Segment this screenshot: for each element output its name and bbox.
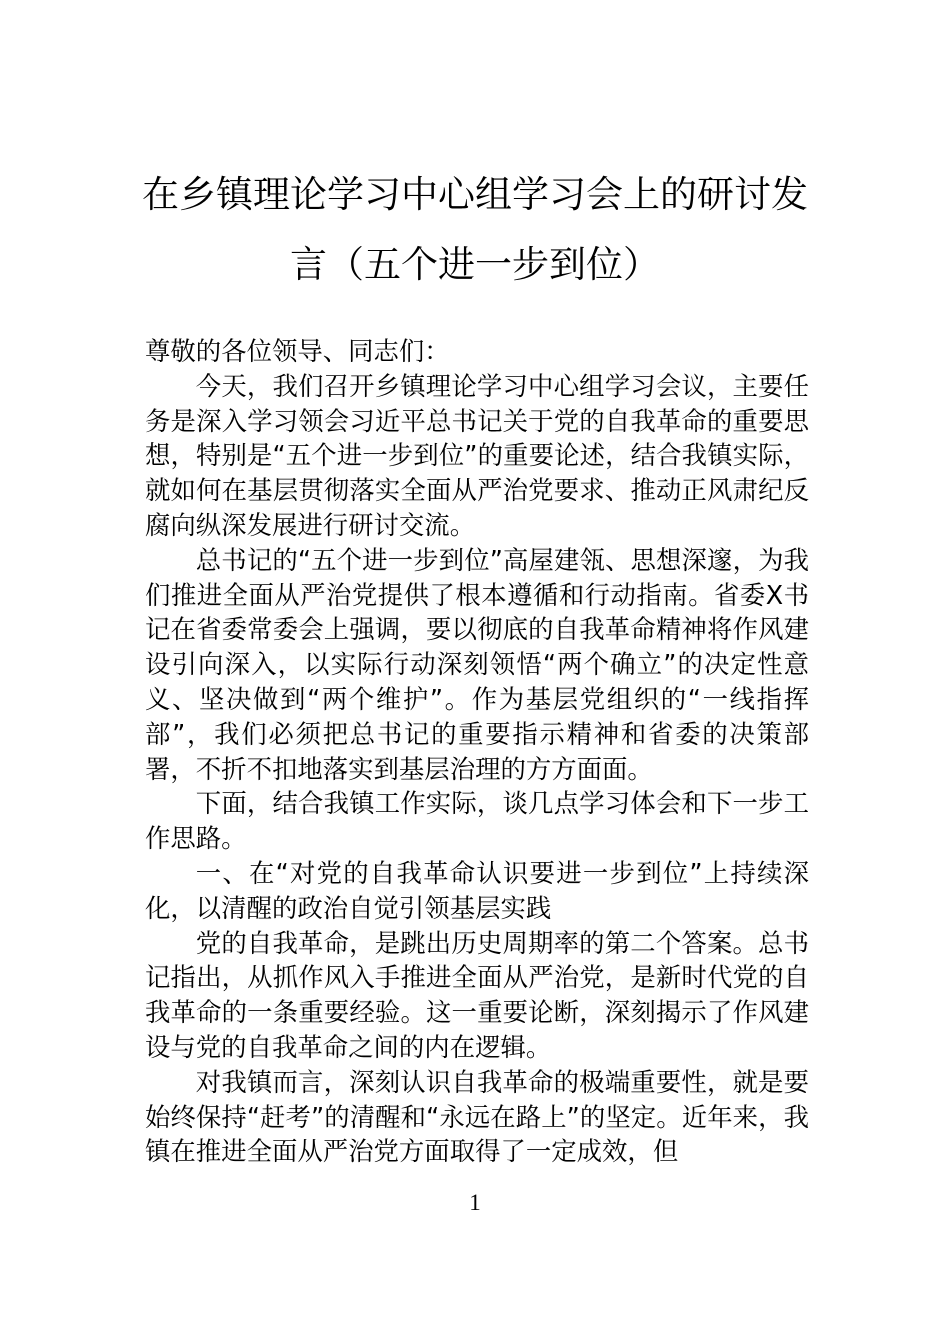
- paragraph-five-points: 总书记的“五个进一步到位”高屋建瓴、思想深邃，为我们推进全面从严治党提供了根本遵循和行动指南。省委X书记在省委常委会上强调，要以彻底的自我革命精神将作风建设引向深入，以实际行动深刻领悟“两个确立”的决定性意义、坚决做到“两个维护”。作为基层党组织的“一线指挥部”，我们必须把总书记的重要指示精神和省委的决策部署，不折不扣地落实到基层治理的方方面面。: [145, 544, 809, 784]
- document-body: [145, 334, 809, 1169]
- page-number: 1: [469, 1190, 481, 1215]
- section-heading-one: 一、在“对党的自我革命认识要进一步到位”上持续深化，以清醒的政治自觉引领基层实践: [145, 857, 809, 923]
- document-title-line-1: 在乡镇理论学习中心组学习会上的研讨发: [142, 173, 808, 216]
- salutation: 尊敬的各位领导、同志们：: [145, 336, 450, 366]
- document-title-line-2: 言（五个进一步到位）: [290, 243, 660, 286]
- paragraph-below: 下面，结合我镇工作实际，谈几点学习体会和下一步工作思路。: [145, 788, 809, 854]
- paragraph-self-revolution: 党的自我革命，是跳出历史周期率的第二个答案。总书记指出，从抓作风入手推进全面从严治党，是新时代党的自我革命的一条重要经验。这一重要论断，深刻揭示了作风建设与党的自我革命之间的内在逻辑。: [145, 927, 809, 1062]
- paragraph-our-town: 对我镇而言，深刻认识自我革命的极端重要性，就是要始终保持“赶考”的清醒和“永远在路上”的坚定。近年来，我镇在推进全面从严治党方面取得了一定成效，但: [145, 1066, 809, 1167]
- paragraph-intro: 今天，我们召开乡镇理论学习中心组学习会议，主要任务是深入学习领会习近平总书记关于党的自我革命的重要思想，特别是“五个进一步到位”的重要论述，结合我镇实际，就如何在基层贯彻落实全面从严治党要求、推动正风肃纪反腐向纵深发展进行研讨交流。: [145, 370, 809, 540]
